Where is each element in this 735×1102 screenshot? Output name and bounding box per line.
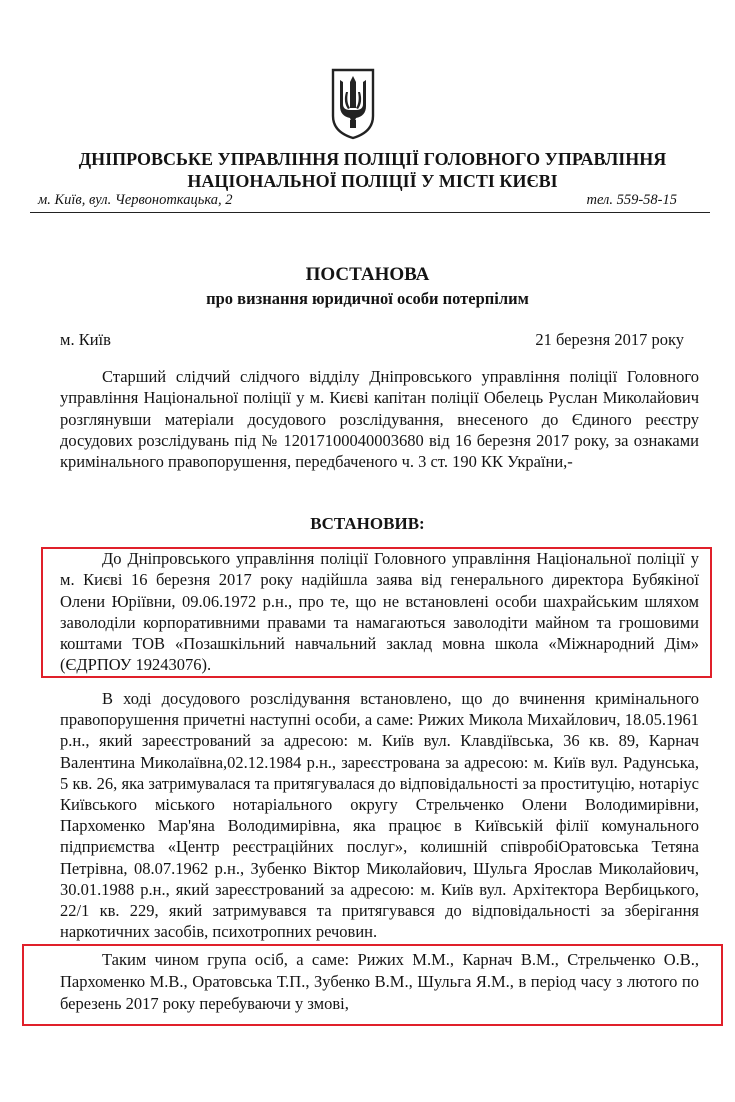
established-heading: ВСТАНОВИВ: bbox=[310, 514, 425, 533]
paragraph-group-text: Таким чином група осіб, а саме: Рижих М.М., Карнач В.М., Стрельченко О.В., Пархоменко М.В., Оратовська Т.П., Зубенко В.М., Шульга Я.М., в період часу з лютого по березень 2017 року перебуваючи у змові, bbox=[60, 950, 699, 1013]
document-subtitle: про визнання юридичної особи потерпілим bbox=[206, 289, 529, 308]
organization-name-line-2: НАЦІОНАЛЬНОЇ ПОЛІЦІЇ У МІСТІ КИЄВІ bbox=[187, 171, 558, 191]
organization-phone: тел. 559-58-15 bbox=[586, 192, 677, 208]
document-title: ПОСТАНОВА bbox=[305, 264, 430, 285]
trident-coat-of-arms-icon bbox=[331, 68, 375, 140]
organization-name-line-1: ДНІПРОВСЬКЕ УПРАВЛІННЯ ПОЛІЦІЇ ГОЛОВНОГО УПРАВЛІННЯ bbox=[78, 149, 667, 169]
highlight-box-complaint bbox=[41, 547, 712, 678]
paragraph-investigation bbox=[60, 688, 699, 942]
document-city: м. Київ bbox=[60, 330, 111, 349]
paragraph-complaint-text: До Дніпровського управління поліції Головного управління Національної поліції у м. Києві 16 березня 2017 року надійшла заява від генерального директора Бубякіної Олени Юріївни, 09.06.1972 р.н., про те, що не встановлені особи шахрайським шляхом заволоділи корпоративними правами та намагаються заволодіти майном та грошовими коштами ТОВ «Позашкільний навчальний заклад мовна школа «Міжнародний Дім» (ЄДРПОУ 19243076). bbox=[60, 549, 699, 675]
document-date: 21 березня 2017 року bbox=[535, 330, 684, 349]
paragraph-intro-text: Старший слідчий слідчого відділу Дніпровського управління поліції Головного управління Національної поліції у м. Києві капітан поліції Обелець Руслан Миколайович розглянувши матеріали досудового розслідування, внесеного до Єдиного реєстру досудових розслідувань під № 12017100040003680 від 16 березня 2017 року, за ознаками кримінального правопорушення, передбаченого ч. 3 ст. 190 КК України,- bbox=[60, 367, 699, 472]
paragraph-intro bbox=[60, 366, 699, 472]
header-divider bbox=[30, 212, 710, 213]
organization-address: м. Київ, вул. Червоноткацька, 2 bbox=[38, 192, 233, 208]
paragraph-investigation-text: В ході досудового розслідування встановлено, що до вчинення кримінального правопорушення причетні наступні особи, а саме: Рижих Микола Михайлович, 18.05.1961 р.н., який зареєстрований за адресою: м. Київ вул. Клавдіївська, 36 кв. 89, Карнач Валентина Миколаївна,02.12.1984 р.н., зареєстрована за адресою: м. Київ вул. Радунська, 5 кв. 26, яка затримувалася та притягувалася до відповідальності за проституцію, нотаріус Київського міського нотаріального округу Стрельченко Олени Володимирівни, Пархоменко Мар'яна Володимирівна, яка працює в Київській філії комунального підприємства «Центр реєстраційних послуг», колишній співробіОратовська Тетяна Петрівна, 08.07.1962 р.н., Зубенко Віктор Миколайович, Шульга Ярослав Миколайович, 30.01.1988 р.н., який зареєстрований за адресою: м. Київ вул. Архітектора Вербицького, 22/1 кв. 229, який затримувався та притягувався до відповідальності за зберігання наркотичних засобів, психотропних речовин. bbox=[60, 689, 699, 942]
highlight-box-group bbox=[22, 944, 723, 1026]
